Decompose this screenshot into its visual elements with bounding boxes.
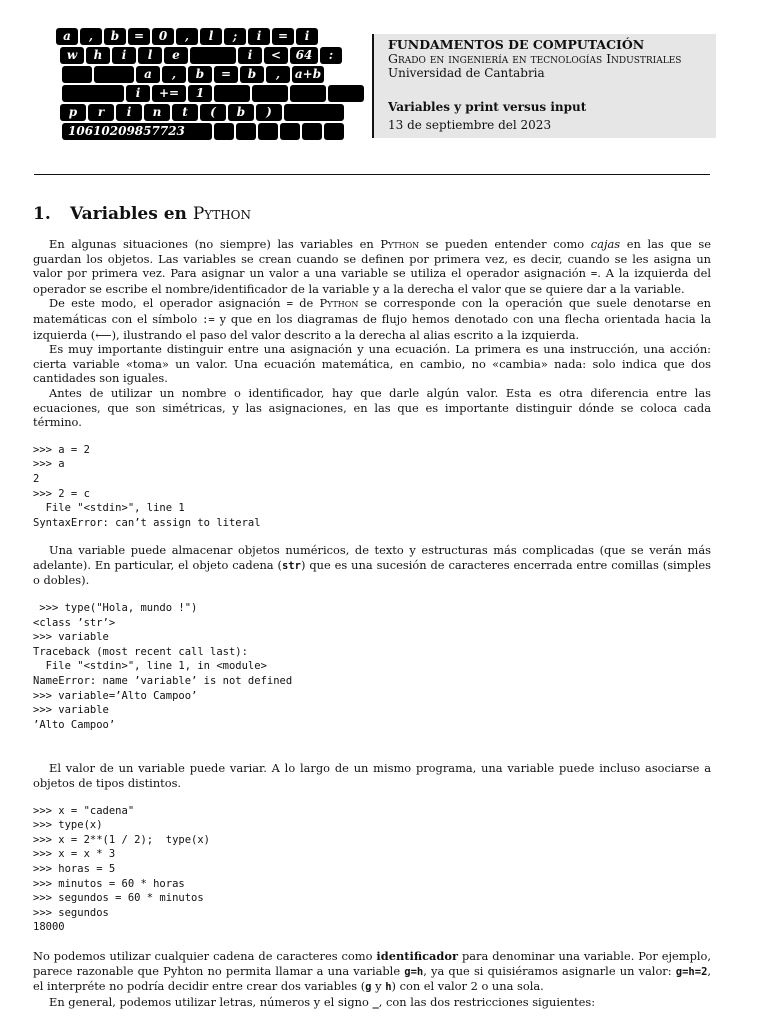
bold-term: identificador	[376, 948, 458, 963]
text-run: Una variable puede almacenar objetos numéricos, de texto y estructuras más complicadas (que se verán más adelante). En particular, el objeto cadena (	[33, 543, 711, 572]
course-name: FUNDAMENTOS DE COMPUTACIÓN	[388, 37, 645, 52]
section-title: Variables en	[70, 204, 187, 224]
italic-term: cajas	[590, 237, 621, 251]
logo-key: ,	[80, 28, 102, 45]
paragraph-4: Antes de utilizar un nombre o identificador, hay que darle algún valor. Esta es otra diferencia entre las ecuaciones, que son simétricas, y las asignaciones, en las que es importante distinguir dónde se coloca cada término.	[33, 385, 711, 430]
logo-key: 0	[152, 28, 174, 45]
section-number: 1.	[33, 204, 51, 224]
text-run: , con las dos restricciones siguientes:	[378, 994, 596, 1009]
logo-key	[94, 66, 134, 83]
logo-key: r	[88, 104, 114, 121]
inline-code-bold: h	[385, 981, 392, 994]
logo-key: b	[104, 28, 126, 45]
logo-key: =	[128, 28, 150, 45]
text-run: , ya que si quisiéramos asignarle un valor:	[423, 963, 676, 978]
paragraph-8	[33, 995, 711, 1011]
text-run: ) que es una sucesión de caracteres encerrada entre comillas (simples o dobles).	[33, 557, 711, 588]
logo-key	[252, 85, 288, 102]
paragraph-5	[33, 543, 711, 588]
inline-code-bold: g=h=2	[675, 965, 708, 978]
logo-key: =	[214, 66, 238, 83]
logo-key	[62, 85, 124, 102]
logo-key	[302, 123, 322, 140]
logo-key: :	[320, 47, 342, 64]
text-run: . A la izquierda del operador se escribe el nombre/identificador de la variable y a la derecha el valor que se quiere dar a la variable.	[33, 266, 711, 296]
logo-key: p	[60, 104, 86, 121]
logo-key: 1	[188, 85, 212, 102]
logo-key	[190, 47, 236, 64]
logo-key: ,	[162, 66, 186, 83]
logo-key	[328, 85, 364, 102]
header-divider	[34, 174, 710, 175]
logo-key	[214, 123, 234, 140]
code-block-2: >>> type("Hola, mundo !") <class ’str’> >>> variable Traceback (most recent call last): File "<stdin>", line 1, in <module> NameError: name ’variable’ is not defined >>> variable=’Alto Campoo’ >>> variable ’Alto Campoo’	[33, 602, 293, 731]
logo-key	[214, 85, 250, 102]
paragraph-1	[33, 237, 711, 296]
logo-key: b	[240, 66, 264, 83]
logo-key: i	[248, 28, 270, 45]
logo-key: ,	[176, 28, 198, 45]
logo-key: +=	[152, 85, 186, 102]
logo-key	[258, 123, 278, 140]
logo-key: w	[60, 47, 84, 64]
inline-code: =	[286, 298, 293, 311]
paragraph-3: Es muy importante distinguir entre una asignación y una ecuación. La primera es una instrucción, una acción: cierta variable «toma» un valor. Una ecuación matemática, en cambio, no «cambia» nada: solo indica que dos cantidades son iguales.	[33, 342, 711, 386]
python-name: Python	[380, 237, 420, 251]
text-run: ) con el valor 2 o una sola.	[391, 979, 544, 994]
text-run: y	[371, 979, 386, 994]
text-run: De este modo, el operador asignación	[49, 296, 287, 311]
inline-code: :=	[202, 313, 215, 326]
keyboard-code-logo	[56, 28, 352, 138]
text-run: para denominar una variable. Por ejemplo, parece razonable que Pyhton no permita llamar a una variable	[33, 948, 711, 978]
logo-key: 10610209857723	[62, 123, 212, 140]
inline-code: =	[590, 268, 598, 281]
logo-key: <	[264, 47, 288, 64]
logo-key	[62, 66, 92, 83]
text-run: No podemos utilizar cualquier cadena de caracteres como	[33, 948, 377, 963]
logo-key	[284, 104, 344, 121]
logo-key	[280, 123, 300, 140]
logo-key: n	[144, 104, 170, 121]
inline-code-bold: g	[365, 981, 372, 994]
inline-code-bold: str	[281, 559, 301, 572]
logo-key: e	[164, 47, 188, 64]
logo-key: t	[172, 104, 198, 121]
logo-key: i	[238, 47, 262, 64]
text-run: de	[292, 296, 320, 311]
logo-key: 64	[290, 47, 318, 64]
logo-key: l	[138, 47, 162, 64]
logo-key: l	[200, 28, 222, 45]
code-block-3: >>> x = "cadena" >>> type(x) >>> x = 2**(1 / 2); type(x) >>> x = x * 3 >>> horas = 5 >>> minutos = 60 * horas >>> segundos = 60 * minutos >>> segundos 18000	[33, 804, 211, 934]
logo-key	[324, 123, 344, 140]
text-run: En algunas situaciones (no siempre) las variables en	[49, 237, 381, 251]
logo-key: b	[188, 66, 212, 83]
section-title-python: Python	[192, 204, 251, 224]
paragraph-7	[33, 949, 711, 995]
degree-name: Grado en ingeniería en tecnologías Industriales	[388, 51, 682, 66]
logo-key: (	[200, 104, 226, 121]
logo-key: i	[296, 28, 318, 45]
logo-key: ;	[224, 28, 246, 45]
logo-key: i	[116, 104, 142, 121]
logo-key: )	[256, 104, 282, 121]
logo-key: a	[136, 66, 160, 83]
paragraph-6: El valor de un variable puede variar. A lo largo de un mismo programa, una variable puede incluso asociarse a objetos de tipos distintos.	[33, 761, 711, 790]
logo-key: a	[56, 28, 78, 45]
text-run: y que en los diagramas de flujo hemos denotado con una flecha orientada hacia la izquierda (⟵), ilustrando el paso del valor descrito a la derecha al alias escrito a la izquierda.	[33, 311, 712, 342]
logo-key: i	[126, 85, 150, 102]
text-run: se corresponde con la operación que suele denotarse en matemáticas con el símbolo	[33, 296, 712, 326]
logo-key: =	[272, 28, 294, 45]
logo-key	[236, 123, 256, 140]
text-run: se pueden entender como	[419, 237, 591, 251]
university-name: Universidad de Cantabria	[388, 66, 545, 80]
logo-key: h	[86, 47, 110, 64]
section-heading	[33, 204, 711, 224]
logo-key: a+b	[292, 66, 324, 83]
inline-code-bold: g=h	[404, 965, 424, 978]
text-run: en las que se guardan los objetos. Las variables se crean cuando se definen por primera vez, es decir, cuando se les asigna un valor por primera vez. Para asignar un valor a una variable se utiliza el operador asignación	[33, 237, 711, 281]
logo-key	[290, 85, 326, 102]
inline-code-bold: _	[372, 996, 379, 1009]
logo-key: ,	[266, 66, 290, 83]
text-run: , el interpréte no podría decidir entre crear dos variables (	[33, 963, 712, 994]
document-title: Variables y print versus input	[388, 100, 587, 114]
logo-key: b	[228, 104, 254, 121]
code-block-1: >>> a = 2 >>> a 2 >>> 2 = c File "<stdin>", line 1 SyntaxError: can’t assign to literal	[33, 443, 261, 529]
document-date: 13 de septiembre del 2023	[388, 118, 552, 132]
paragraph-2	[33, 296, 711, 342]
text-run: En general, podemos utilizar letras, números y el signo	[49, 994, 373, 1009]
document-header	[372, 34, 716, 138]
logo-key: i	[112, 47, 136, 64]
document-body	[33, 204, 711, 1010]
python-name: Python	[319, 296, 359, 311]
